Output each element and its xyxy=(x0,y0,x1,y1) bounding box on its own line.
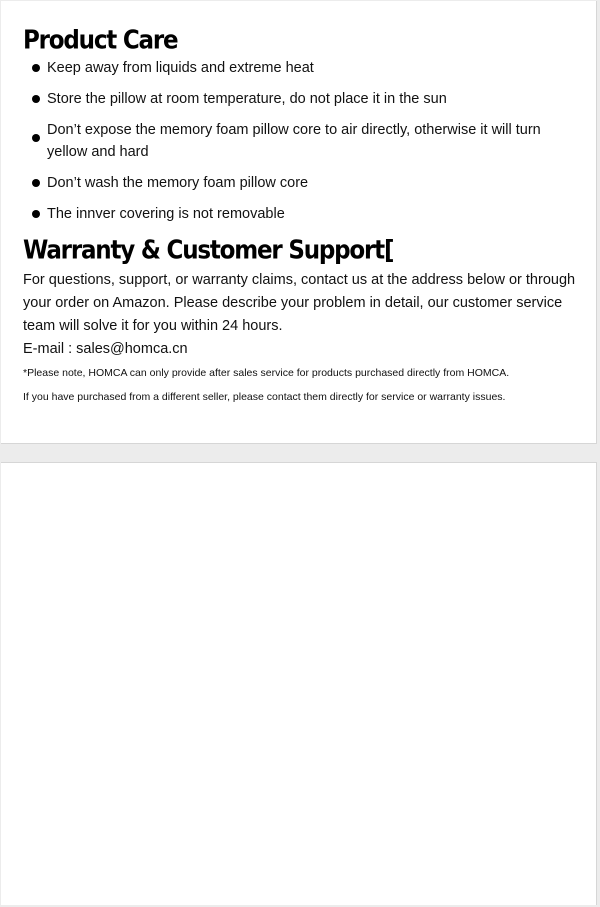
bullet-icon xyxy=(32,95,40,103)
list-item-text: The innver covering is not removable xyxy=(47,206,285,222)
fine-print-note: *Please note, HOMCA can only provide after sales service for products purchased directly from HOMCA. xyxy=(23,367,510,379)
list-item-text: Keep away from liquids and extreme heat xyxy=(47,60,314,76)
bullet-icon xyxy=(32,179,40,187)
support-email: E-mail : sales@homca.cn xyxy=(23,341,188,357)
list-item xyxy=(23,172,583,194)
list-item xyxy=(23,88,583,110)
list-item xyxy=(23,57,583,79)
product-care-heading: Product Care xyxy=(23,26,178,56)
blank-document-page xyxy=(1,462,597,905)
page-content xyxy=(23,25,583,404)
warranty-paragraph: For questions, support, or warranty claims, contact us at the address below or through your order on Amazon. Please describe your problem in detail, our customer service team will solve it for you within 24 hours. xyxy=(23,272,576,334)
fine-print-note: If you have purchased from a different seller, please contact them directly for service or warranty issues. xyxy=(23,391,506,403)
bullet-icon xyxy=(32,134,40,142)
bullet-icon xyxy=(32,64,40,72)
bullet-icon xyxy=(32,210,40,218)
product-care-list xyxy=(23,57,583,225)
list-item-text: Don’t expose the memory foam pillow core to air directly, otherwise it will turn yellow and hard xyxy=(47,122,541,160)
list-item-text: Don’t wash the memory foam pillow core xyxy=(47,175,309,191)
warranty-heading: Warranty & Customer Support[ xyxy=(23,236,394,266)
list-item xyxy=(23,119,583,163)
list-item xyxy=(23,203,583,225)
document-page xyxy=(1,1,597,444)
list-item-text: Store the pillow at room temperature, do not place it in the sun xyxy=(47,91,447,107)
